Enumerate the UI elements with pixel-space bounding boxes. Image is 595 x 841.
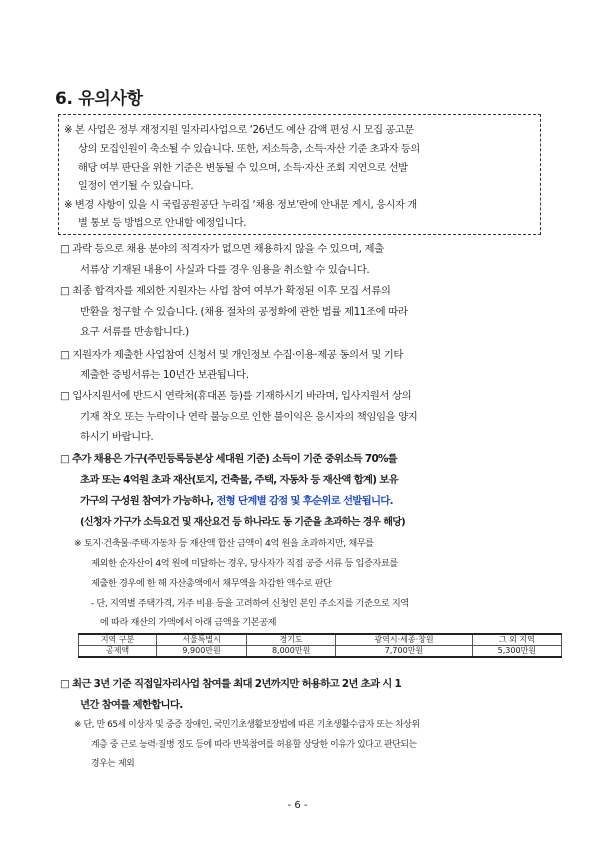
limit-note-line: ※ 단, 만 65세 이상자 및 중증 장애인, 국민기초생활보장법에 따른 기초생활수급자 또는 차상위 [74,720,420,730]
table-header-cell: 그 외 지역 [472,634,561,646]
income-note-line: 제출한 경우에 한 해 자산총액에서 채무액을 차감한 액수로 판단 [91,578,332,589]
notice-line: ※ 변경 사항이 있을 시 국립공원공단 누리집 ‘채용 정보’란에 안내문 게시, 응시자 개 [64,200,417,211]
income-subnote-line: - 단, 지역별 주택가격, 거주 비용 등을 고려하여 신청인 본인 주소지를 기준으로 지역 [91,598,409,609]
notice-line: 상의 모집인원이 축소될 수 있습니다. 또한, 저소득층, 소득·자산 기준 초과자 등의 [78,144,420,155]
page-number: - 6 - [287,800,308,811]
table-cell: 7,700만원 [336,646,472,658]
income-rule-highlight: 전형 단계별 감점 및 후순위로 선발됩니다. [216,495,393,507]
limit-rule-line: □ 최근 3년 기준 직접일자리사업 참여를 최대 2년까지만 허용하고 2년 초과 시 1 [60,678,402,690]
deduction-table [78,633,562,658]
item-line: 요구 서류를 반송합니다.) [80,326,189,338]
income-rule-line: □ 추가 채용은 가구(주민등록등본상 세대원 기준) 소득이 기준 중위소득 70%를 [60,453,398,465]
table-cell: 공제액 [79,646,157,658]
table-cell: 8,000만원 [247,646,336,658]
limit-note-line: 경우는 제외 [91,759,135,769]
income-note-line: ※ 토지·건축물·주택·자동차 등 재산액 합산 금액이 4억 원을 초과하지만, 채무를 [74,538,374,549]
item-line: □ 지원자가 제출한 사업참여 신청서 및 개인정보 수집·이용·제공 동의서 및 기타 [60,349,404,361]
item-line: 제출한 증빙서류는 10년간 보관됩니다. [80,369,249,381]
notice-line: 별 통보 등 방법으로 안내할 예정입니다. [78,218,247,229]
income-rule-line: (신청자 가구가 소득요건 및 재산요건 등 하나라도 동 기준을 초과하는 경우 해당) [80,517,406,528]
table-header-row [79,634,562,646]
notice-line: 해당 여부 판단을 위한 기준은 변동될 수 있으며, 소득·자산 조회 지연으로 선발 [78,163,408,174]
table-header-cell: 지역 구분 [79,634,157,646]
notice-line: 일정이 연기될 수 있습니다. [78,181,194,192]
table-header-cell: 광역시·세종·창원 [336,634,472,646]
income-rule-line [80,492,393,507]
item-line: □ 입사지원서에 반드시 연락처(휴대폰 등)를 기재하시기 바라며, 입사지원서 상의 [60,390,412,402]
table-row [79,646,562,658]
income-rule-text: 가구의 구성원 참여가 가능하나, [80,495,217,507]
income-note-line: 제외한 순자산이 4억 원에 미달하는 경우, 당사자가 직접 공증 서류 등 입증자료를 [91,558,398,569]
table-cell: 5,300만원 [472,646,561,658]
limit-rule-line: 년간 참여를 제한합니다. [80,699,183,711]
item-line: 반환을 청구할 수 있습니다. (채용 절차의 공정화에 관한 법률 제11조에 따라 [80,306,408,318]
table-cell: 9,900만원 [157,646,247,658]
item-line: 기재 착오 또는 누락이나 연락 불능으로 인한 불이익은 응시자의 책임임을 양지 [80,411,418,423]
income-subnote-line: 에 따라 재산의 가액에서 아래 금액을 기본공제 [100,617,277,628]
table-header-cell: 경기도 [247,634,336,646]
item-line: 하시기 바랍니다. [80,431,154,443]
item-line: □ 과락 등으로 채용 분야의 적격자가 없으면 채용하지 않을 수 있으며, 제출 [60,243,384,255]
limit-note-line: 계층 중 근로 능력·질병 정도 등에 따라 반복참여를 허용할 상당한 이유가 있다고 판단되는 [91,740,417,750]
table-header-cell: 서울특별시 [157,634,247,646]
income-rule-line: 초과 또는 4억원 초과 재산(토지, 건축물, 주택, 자동차 등 재산액 합계) 보유 [80,474,398,486]
section-title: 6. 유의사항 [55,89,143,109]
notice-line: ※ 본 사업은 정부 재정지원 일자리사업으로 ‘26년도 예산 감액 편성 시 모집 공고문 [64,125,414,136]
item-line: □ 최종 합격자를 제외한 지원자는 사업 참여 여부가 확정된 이후 모집 서류의 [60,285,391,297]
item-line: 서류상 기재된 내용이 사실과 다를 경우 임용을 취소할 수 있습니다. [80,264,370,276]
